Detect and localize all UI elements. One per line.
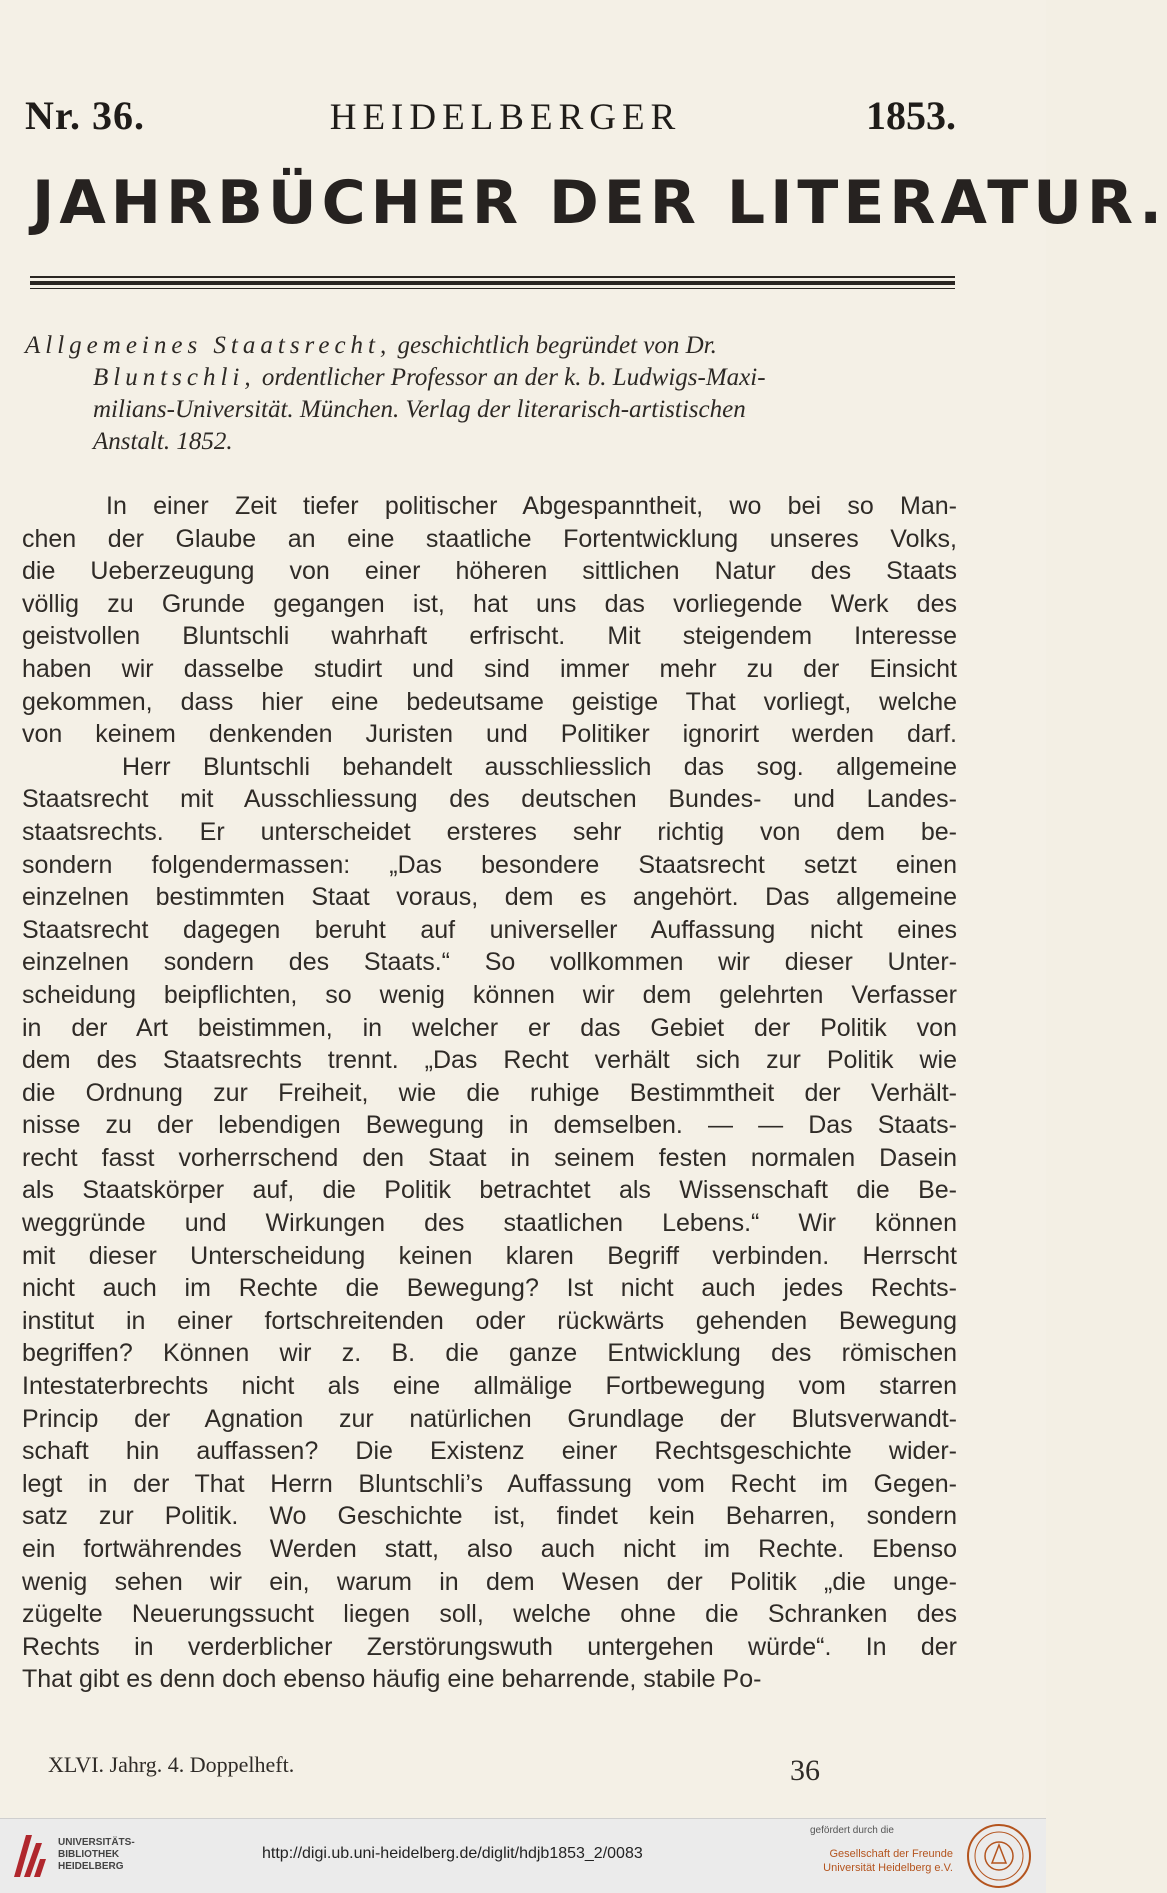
library-name-line: UNIVERSITÄTS-	[58, 1837, 135, 1848]
citation-author: Bluntschli,	[93, 364, 256, 391]
body-line: in der Art beistimmen, in welcher er das Gebiet der Politik von	[22, 1013, 957, 1042]
body-line: einzelnen sondern des Staats.“ So vollkommen wir dieser Unter-	[22, 948, 957, 977]
citation-text: geschichtlich begründet von Dr.	[391, 332, 717, 359]
body-line: In einer Zeit tiefer politischer Abgespanntheit, wo bei so Man-	[106, 492, 957, 520]
body-line: nisse zu der lebendigen Bewegung in demselben. — — Das Staats-	[22, 1111, 957, 1140]
library-name-line: HEIDELBERG	[58, 1861, 124, 1872]
body-line: legt in der That Herrn Bluntschli’s Auffassung vom Recht im Gegen-	[22, 1469, 957, 1498]
body-line: die Ueberzeugung von einer höheren sittlichen Natur des Staats	[22, 557, 957, 586]
masthead	[25, 92, 956, 142]
body-line: staatsrechts. Er unterscheidet ersteres sehr richtig von dem be-	[22, 817, 957, 846]
body-line: von keinem denkenden Juristen und Politiker ignorirt werden darf.	[22, 720, 957, 749]
body-line: institut in einer fortschreitenden oder rückwärts gehenden Bewegung	[22, 1306, 957, 1335]
body-line: weggründe und Wirkungen des staatlichen Lebens.“ Wir können	[22, 1209, 957, 1238]
body-line: sondern folgendermassen: „Das besondere Staatsrecht setzt einen	[22, 850, 957, 879]
body-line: That gibt es denn doch ebenso häufig eine beharrende, stabile Po-	[22, 1665, 762, 1694]
citation-title: Allgemeines Staatsrecht,	[25, 332, 392, 359]
book-citation	[25, 330, 990, 458]
body-line: Staatsrecht dagegen beruht auf universeller Auffassung nicht eines	[22, 915, 957, 944]
title-rule	[30, 276, 955, 278]
signature-mark: XLVI. Jahrg. 4. Doppelheft.	[48, 1752, 295, 1777]
body-line: begriffen? Können wir z. B. die ganze Entwicklung des römischen	[22, 1339, 957, 1368]
citation-text: milians-Universität. München. Verlag der literarisch-artistischen	[93, 396, 746, 423]
body-line: zügelte Neuerungssucht liegen soll, welche ohne die Schranken des	[22, 1600, 957, 1629]
university-library-logo-icon	[10, 1829, 50, 1881]
library-name-line: BIBLIOTHEK	[58, 1849, 120, 1860]
body-line: mit dieser Unterscheidung keinen klaren Begriff verbinden. Herrscht	[22, 1241, 957, 1270]
body-line: gekommen, dass hier eine bedeutsame geistige That vorliegt, welche	[22, 687, 957, 716]
body-line: recht fasst vorherrschend den Staat in seinem festen normalen Dasein	[22, 1143, 957, 1172]
body-line: schaft hin auffassen? Die Existenz einer Rechtsgeschichte wider-	[22, 1437, 957, 1466]
body-line: wenig sehen wir ein, warum in dem Wesen der Politik „die unge-	[22, 1567, 957, 1596]
university-seal-icon	[966, 1823, 1032, 1889]
body-line: scheidung beipflichten, so wenig können wir dem gelehrten Verfasser	[22, 980, 957, 1009]
body-line: Herr Bluntschli behandelt ausschliesslich das sog. allgemeine	[122, 752, 957, 781]
body-line: geistvollen Bluntschli wahrhaft erfrischt. Mit steigendem Interesse	[22, 622, 957, 651]
page-url-link[interactable]: http://digi.ub.uni-heidelberg.de/diglit/hdjb1853_2/0083	[262, 1845, 643, 1862]
body-line: Staatsrecht mit Ausschliessung des deutschen Bundes- und Landes-	[22, 785, 957, 814]
page-number: 36	[790, 1754, 820, 1787]
issue-number: Nr. 36.	[25, 93, 145, 138]
body-line: ein fortwährendes Werden statt, also auch nicht im Rechte. Ebenso	[22, 1535, 957, 1563]
body-line: einzelnen bestimmten Staat voraus, dem es angehört. Das allgemeine	[22, 883, 957, 912]
body-line: die Ordnung zur Freiheit, wie die ruhige Bestimmtheit der Verhält-	[22, 1078, 957, 1107]
digitization-footer-bar	[0, 1818, 1046, 1893]
body-line: völlig zu Grunde gegangen ist, hat uns das vorliegende Werk des	[22, 589, 957, 618]
body-line: Princip der Agnation zur natürlichen Grundlage der Blutsverwandt-	[22, 1404, 957, 1433]
citation-text: Anstalt. 1852.	[93, 428, 233, 455]
journal-title: JAHRBÜCHER DER LITERATUR.	[32, 168, 1167, 238]
citation-text: ordentlicher Professor an der k. b. Ludwigs-Maxi-	[255, 364, 766, 391]
body-line: Intestaterbrechts nicht als eine allmälige Fortbewegung vom starren	[22, 1372, 957, 1401]
society-name-line: Universität Heidelberg e.V.	[823, 1862, 953, 1874]
funded-by-label: gefördert durch die	[810, 1825, 894, 1836]
publication-name: HEIDELBERGER	[329, 97, 682, 138]
body-line: Rechts in verderblicher Zerstörungswuth untergehen würde“. In der	[22, 1632, 957, 1661]
society-name	[783, 1847, 953, 1875]
review-body-text	[22, 490, 957, 1696]
body-line: nicht auch im Rechte die Bewegung? Ist nicht auch jedes Rechts-	[22, 1274, 957, 1303]
society-name-line: Gesellschaft der Freunde	[829, 1848, 953, 1860]
body-line: dem des Staatsrechts trennt. „Das Recht verhält sich zur Politik wie	[22, 1046, 957, 1075]
library-name	[58, 1837, 135, 1873]
body-line: haben wir dasselbe studirt und sind immer mehr zu der Einsicht	[22, 654, 957, 683]
body-line: chen der Glaube an eine staatliche Fortentwicklung unseres Volks,	[22, 524, 957, 553]
body-line: satz zur Politik. Wo Geschichte ist, findet kein Beharren, sondern	[22, 1502, 957, 1531]
title-rule-thick	[30, 281, 955, 285]
body-line: als Staatskörper auf, die Politik betrachtet als Wissenschaft die Be-	[22, 1176, 957, 1205]
publication-year: 1853.	[866, 93, 956, 138]
title-rule-thin	[30, 288, 955, 289]
page-footer	[48, 1752, 848, 1786]
